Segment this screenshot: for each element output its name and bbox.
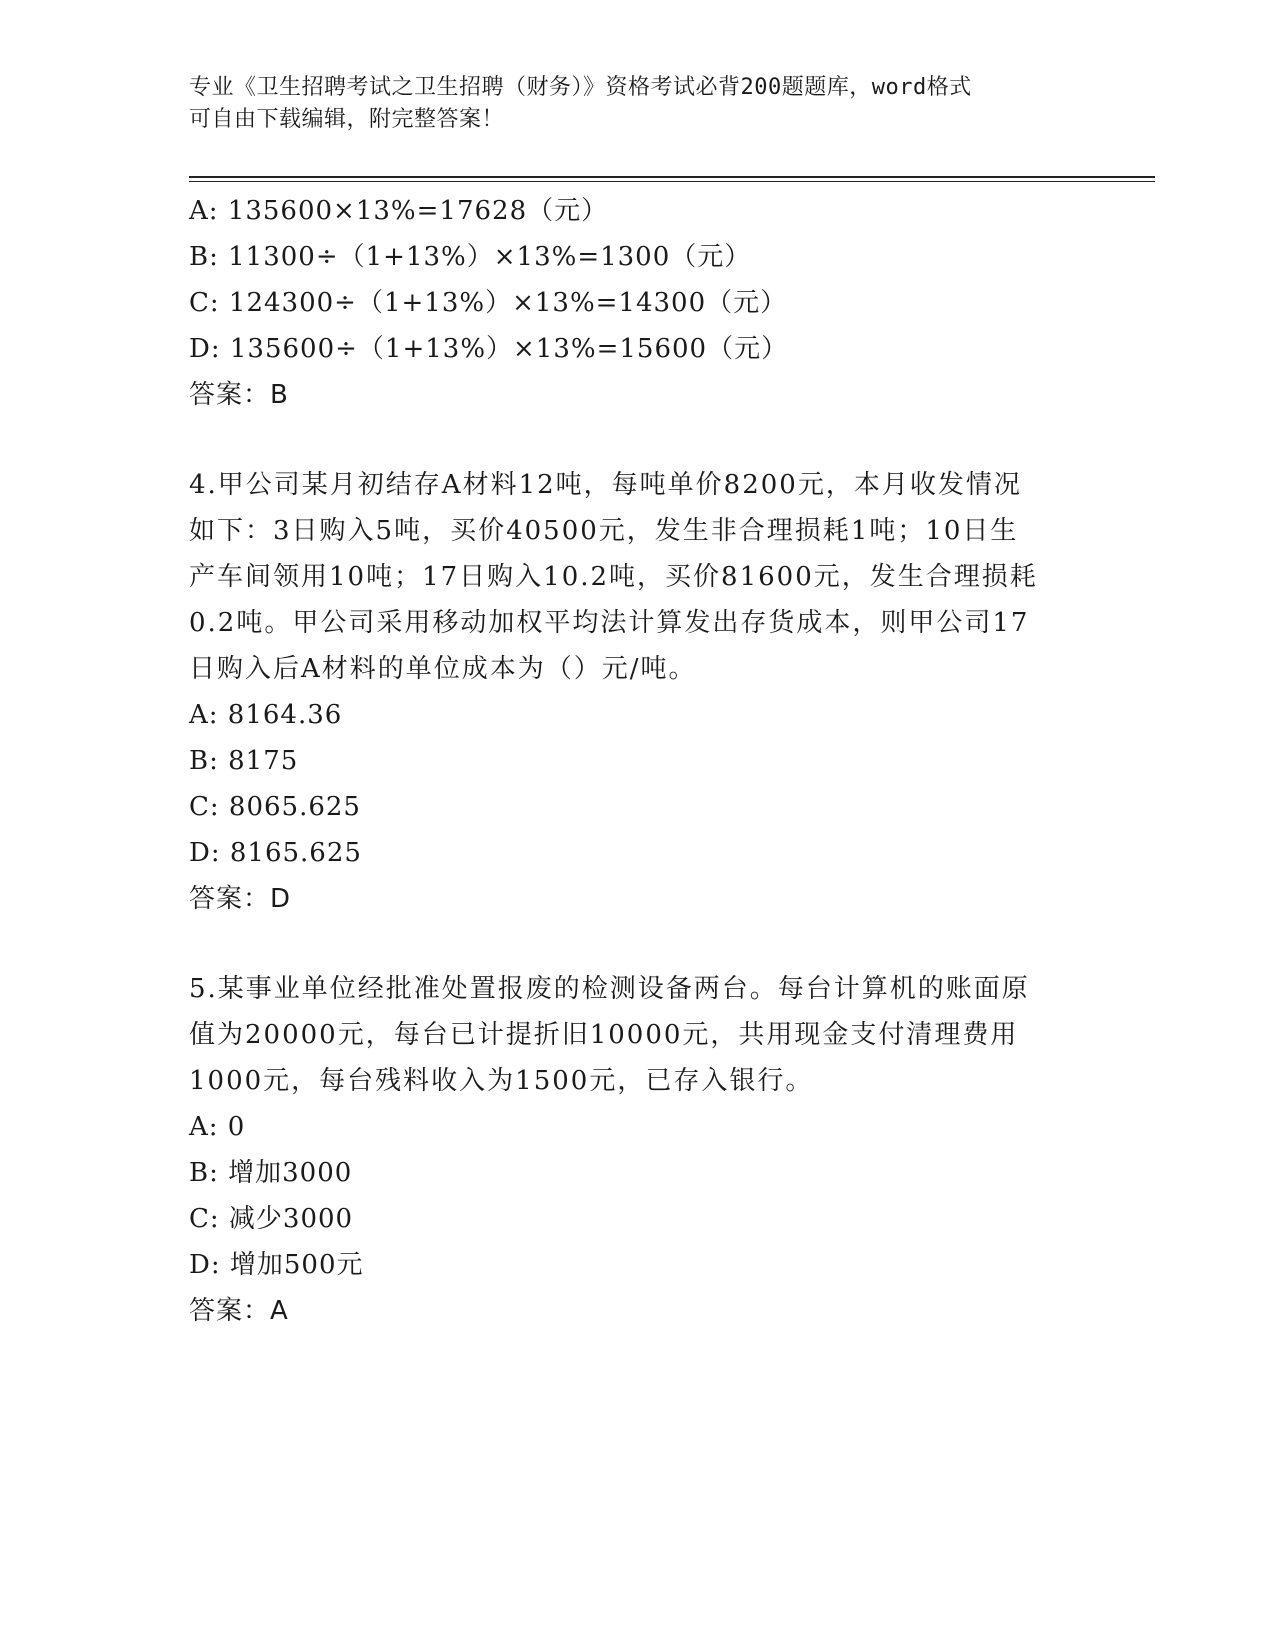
question-3 (189, 188, 1089, 418)
stem-line: 4.甲公司某月初结存A材料12吨，每吨单价8200元，本月收发情况 (189, 470, 1022, 500)
option-b: B: 增加3000 (189, 1158, 353, 1188)
stem-line: 如下：3日购入5吨，买价40500元，发生非合理损耗1吨；10日生 (189, 516, 1019, 546)
spacer (189, 922, 1089, 966)
header-line-2: 可自由下载编辑，附完整答案！ (189, 107, 505, 132)
option-c: C: 减少3000 (189, 1204, 354, 1234)
option-a: A: 8164.36 (189, 700, 343, 730)
option-c: C: 8065.625 (189, 792, 361, 822)
spacer (189, 418, 1089, 462)
stem-line: 日购入后A材料的单位成本为（）元/吨。 (189, 654, 697, 684)
stem-line: 0.2吨。甲公司采用移动加权平均法计算发出存货成本，则甲公司17 (189, 608, 1030, 638)
stem-line: 产车间领用10吨；17日购入10.2吨，买价81600元，发生合理损耗 (189, 562, 1038, 592)
option-b: B: 11300÷（1+13%）×13%=1300（元） (189, 242, 752, 272)
stem-line: 值为20000元，每台已计提折旧10000元，共用现金支付清理费用 (189, 1020, 1019, 1050)
option-a: A: 135600×13%=17628（元） (189, 196, 609, 226)
question-5 (189, 966, 1089, 1334)
page-header (189, 72, 1089, 136)
header-rule-thin (189, 181, 1155, 182)
document-body (189, 188, 1089, 1334)
option-d: D: 增加500元 (189, 1250, 364, 1280)
header-rule-thick (189, 176, 1155, 178)
answer: 答案：B (189, 380, 289, 410)
answer: 答案：A (189, 1296, 289, 1326)
question-4 (189, 462, 1089, 922)
answer: 答案：D (189, 884, 292, 914)
option-a: A: 0 (189, 1112, 246, 1142)
question-stem (189, 462, 1089, 692)
stem-line: 5.某事业单位经批准处置报废的检测设备两台。每台计算机的账面原 (189, 974, 1030, 1004)
stem-line: 1000元，每台残料收入为1500元，已存入银行。 (189, 1066, 814, 1096)
option-d: D: 8165.625 (189, 838, 362, 868)
option-d: D: 135600÷（1+13%）×13%=15600（元） (189, 334, 789, 364)
question-stem (189, 966, 1089, 1104)
header-line-1: 专业《卫生招聘考试之卫生招聘（财务）》资格考试必背200题题库，word格式 (189, 75, 972, 100)
option-c: C: 124300÷（1+13%）×13%=14300（元） (189, 288, 788, 318)
option-b: B: 8175 (189, 746, 299, 776)
